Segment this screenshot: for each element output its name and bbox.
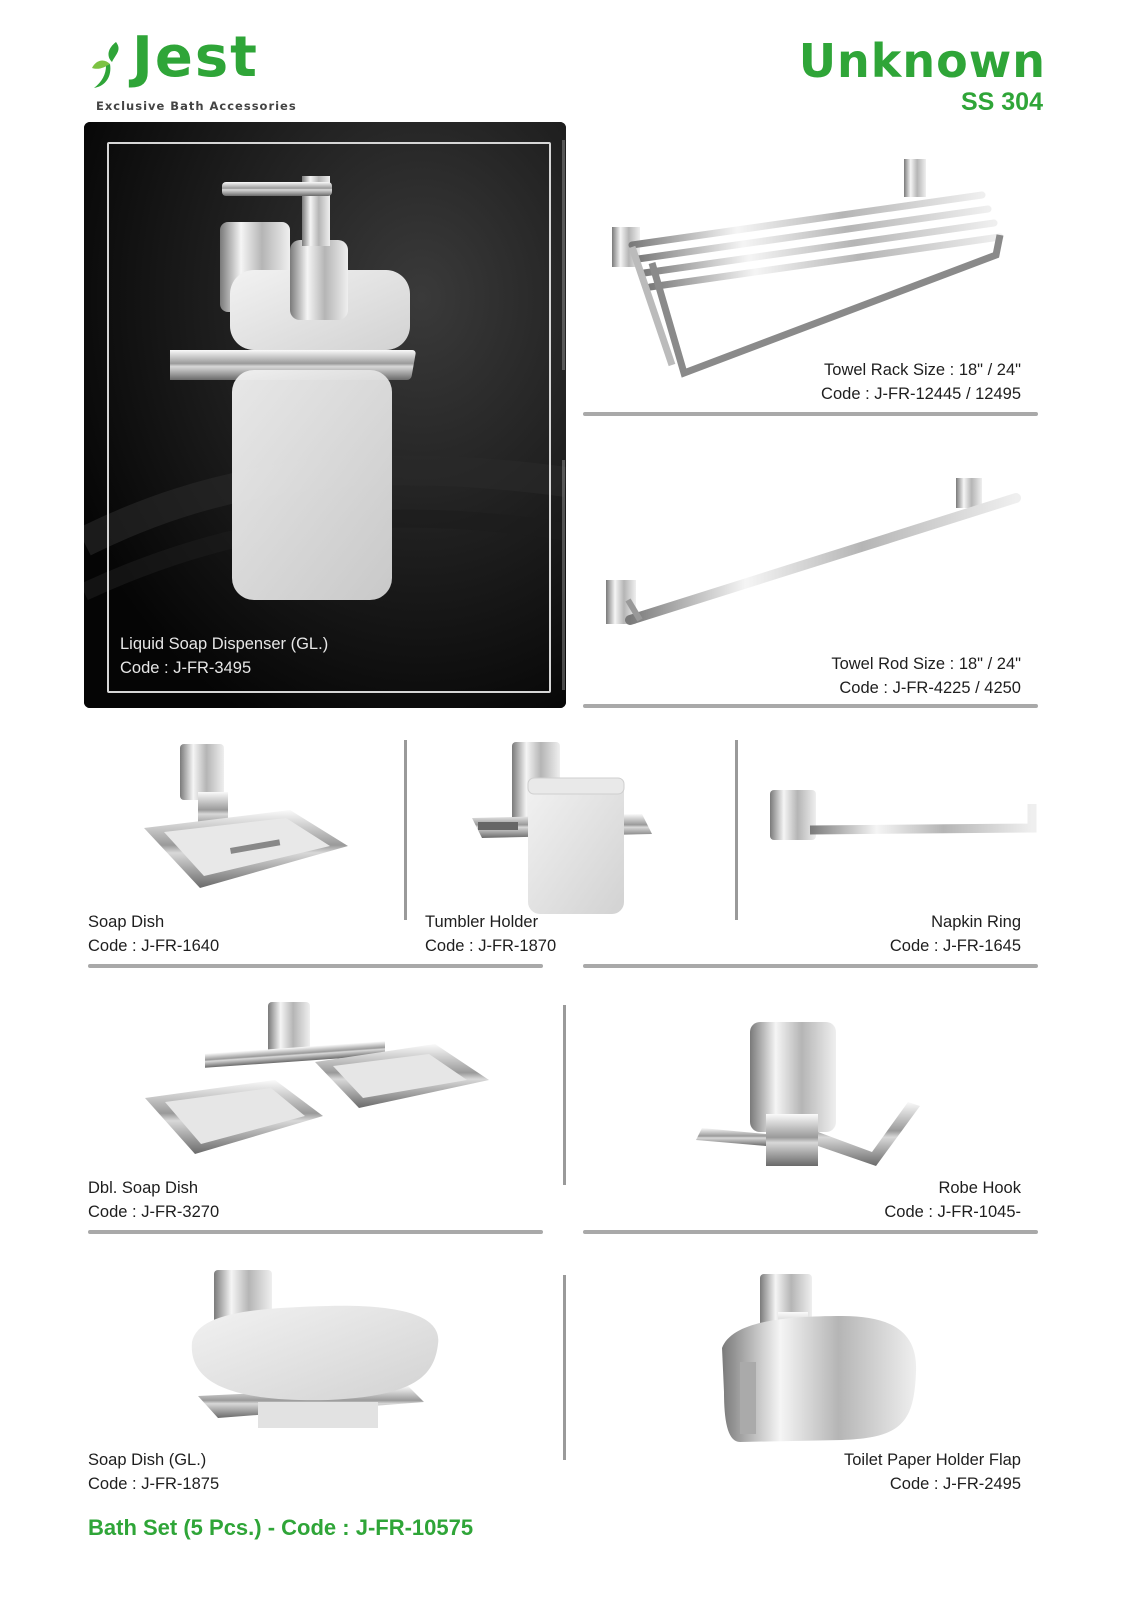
glass-soap-dish-caption (88, 1448, 219, 1496)
robe-hook-icon (696, 1016, 926, 1176)
soap-dispenser-icon (170, 170, 470, 610)
brand-tagline: Exclusive Bath Accessories (96, 99, 297, 113)
divider (563, 1275, 566, 1460)
series-title: Unknown (798, 34, 1046, 88)
divider (562, 460, 565, 690)
robe-hook-caption (884, 1176, 1021, 1224)
double-soap-dish-icon (145, 998, 490, 1168)
glass-soap-dish-name: Soap Dish (GL.) (88, 1451, 207, 1469)
soap-dish-icon (140, 738, 350, 898)
divider (88, 1230, 543, 1234)
divider (562, 140, 565, 370)
toilet-paper-holder-icon (722, 1272, 922, 1462)
dbl-soap-dish-caption (88, 1176, 219, 1224)
tumbler-holder-code: Code : J-FR-1870 (425, 937, 557, 955)
towel-rack-code: Code : J-FR-12445 / 12495 (821, 385, 1021, 403)
divider (583, 964, 1038, 968)
toilet-paper-holder-caption (844, 1448, 1021, 1496)
dbl-soap-dish-name: Dbl. Soap Dish (88, 1179, 199, 1197)
napkin-ring-code: Code : J-FR-1645 (889, 937, 1021, 955)
divider (88, 964, 543, 968)
towel-rod-icon (606, 470, 1026, 650)
towel-rod-code: Code : J-FR-4225 / 4250 (839, 679, 1021, 697)
featured-name: Liquid Soap Dispenser (GL.) (120, 635, 329, 653)
soap-dish-name: Soap Dish (88, 913, 165, 931)
soap-dish-code: Code : J-FR-1640 (88, 937, 220, 955)
divider (404, 740, 407, 920)
towel-rack-icon (612, 155, 1012, 385)
divider (583, 412, 1038, 416)
dbl-soap-dish-code: Code : J-FR-3270 (88, 1203, 220, 1221)
towel-rack-size: Towel Rack Size : 18" / 24" (824, 361, 1021, 379)
brand-name: Jest (132, 25, 259, 90)
toilet-paper-holder-code: Code : J-FR-2495 (889, 1475, 1021, 1493)
glass-soap-dish-code: Code : J-FR-1875 (88, 1475, 220, 1493)
napkin-ring-name: Napkin Ring (931, 913, 1021, 931)
bath-set-code: Bath Set (5 Pcs.) - Code : J-FR-10575 (88, 1515, 474, 1540)
featured-caption (120, 632, 328, 680)
robe-hook-code: Code : J-FR-1045- (884, 1203, 1021, 1221)
toilet-paper-holder-name: Toilet Paper Holder Flap (843, 1451, 1021, 1469)
divider (583, 1230, 1038, 1234)
tumbler-holder-icon (472, 738, 662, 918)
towel-rack-caption (821, 358, 1021, 406)
brand-logo-icon (86, 40, 134, 92)
divider (735, 740, 738, 920)
soap-dish-caption (88, 910, 219, 958)
napkin-ring-icon (770, 788, 1040, 858)
robe-hook-name: Robe Hook (938, 1179, 1021, 1197)
napkin-ring-caption (890, 910, 1021, 958)
tumbler-holder-name: Tumbler Holder (425, 913, 539, 931)
divider (583, 704, 1038, 708)
series-material: SS 304 (960, 88, 1043, 116)
tumbler-holder-caption (425, 910, 556, 958)
towel-rod-size: Towel Rod Size : 18" / 24" (831, 655, 1021, 673)
towel-rod-caption (831, 652, 1021, 700)
glass-soap-dish-icon (188, 1268, 448, 1448)
featured-code: Code : J-FR-3495 (120, 659, 252, 677)
divider (563, 1005, 566, 1185)
